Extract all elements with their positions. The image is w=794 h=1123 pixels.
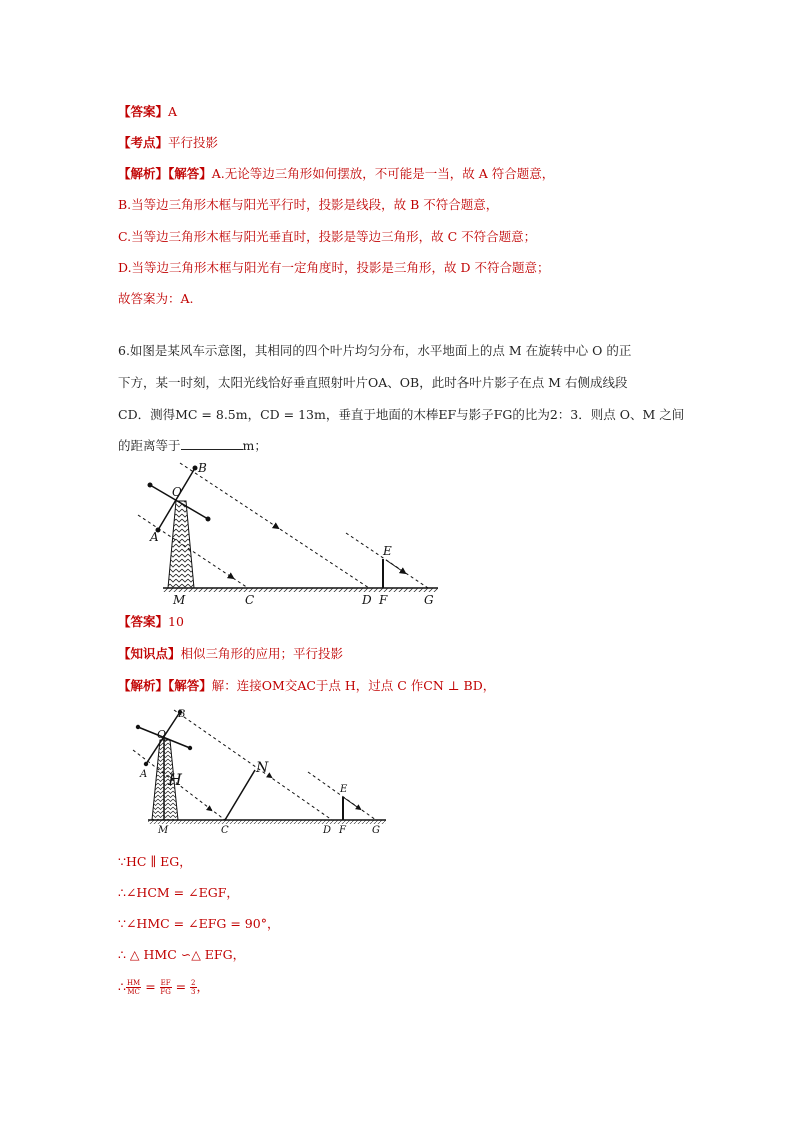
q5-point-line xyxy=(118,134,218,152)
analysis-text: A.无论等边三角形如何摆放，不可能是一当，故 A 符合题意， xyxy=(211,166,555,181)
q6-stem-line2: 下方，某一时刻，太阳光线恰好垂直照射叶片OA、OB，此时各叶片影子在点 M 右侧成线段 xyxy=(118,375,628,390)
analysis-tag: 【解析】 xyxy=(118,678,169,693)
sun-ray-e-arrow xyxy=(386,560,405,573)
q6-stem-line1: 6.如图是某风车示意图，其相同的四个叶片均匀分布，水平地面上的点 M 在旋转中心 O 的正 xyxy=(118,343,632,358)
fraction-numerator: HM xyxy=(126,979,141,987)
blade-end-1 xyxy=(144,762,148,766)
sun-ray-b xyxy=(180,463,369,588)
blade-end-3 xyxy=(148,483,153,488)
answer-tag: 【答案】 xyxy=(118,104,169,119)
proof-step-1: ∵HC ∥ EG， xyxy=(118,854,192,869)
windmill-figure-2 xyxy=(128,702,403,837)
label-a: A xyxy=(150,530,159,544)
answer-value: 10 xyxy=(168,614,184,629)
knowledge-tag: 【知识点】 xyxy=(118,646,181,661)
label-g: G xyxy=(372,825,380,836)
fraction-numerator: 2 xyxy=(191,979,196,987)
label-f: F xyxy=(379,593,388,607)
q6-stem-line4 xyxy=(118,437,267,455)
q6-solution-intro xyxy=(118,677,495,695)
comma: ， xyxy=(196,979,210,994)
proof-step-2: ∴∠HCM = ∠EGF， xyxy=(118,885,239,900)
label-a: A xyxy=(140,769,148,780)
equals-sign: = xyxy=(141,979,160,994)
point-tag: 【考点】 xyxy=(118,135,169,150)
equals-sign: = xyxy=(171,979,191,994)
q5-analysis-line4: D.当等边三角形木框与阳光有一定角度时，投影是三角形，故 D 不符合题意； xyxy=(118,260,550,275)
label-c: C xyxy=(221,825,229,836)
sun-ray-b-arrow xyxy=(180,463,278,528)
q5-conclusion: 故答案为：A. xyxy=(118,291,194,306)
q6-stem-line3: CD．测得MC = 8.5m，CD = 13m，垂直于地面的木棒EF与影子FG的比为2：3．则点 O、M 之间 xyxy=(118,407,685,422)
label-m: M xyxy=(158,825,169,836)
blade-end-2 xyxy=(193,466,198,471)
answer-tag: 【答案】 xyxy=(118,614,169,629)
windmill-figure-1 xyxy=(128,458,458,608)
q6-answer-line xyxy=(118,613,184,631)
fraction-numerator: EF xyxy=(160,979,171,987)
label-d: D xyxy=(362,593,372,607)
sun-ray-b xyxy=(174,710,332,820)
label-e: E xyxy=(340,784,348,795)
proof-step-5 xyxy=(118,978,209,996)
label-c: C xyxy=(245,593,255,607)
blade-end-3 xyxy=(136,725,140,729)
segment-cn xyxy=(225,770,255,820)
stem-unit: m； xyxy=(242,438,267,453)
label-g: G xyxy=(424,593,434,607)
ground-hatch xyxy=(163,588,438,592)
label-f: F xyxy=(339,825,346,836)
label-n: N xyxy=(256,760,269,776)
ground-hatch xyxy=(148,820,386,824)
analysis-tag: 【解析】 xyxy=(118,166,169,181)
sun-ray-e-arrow xyxy=(343,797,360,809)
label-o: O xyxy=(172,485,182,499)
label-b: B xyxy=(178,709,186,720)
label-b: B xyxy=(198,461,207,475)
q5-analysis-line1 xyxy=(118,165,554,183)
q6-knowledge-line xyxy=(118,645,343,663)
knowledge-value: 相似三角形的应用；平行投影 xyxy=(180,646,344,661)
fraction-denominator: FG xyxy=(160,988,171,996)
blade-end-4 xyxy=(188,746,192,750)
q5-answer-line xyxy=(118,103,177,121)
solve-tag: 【解答】 xyxy=(168,166,212,181)
q5-analysis-line3: C.当等边三角形木框与阳光垂直时，投影是等边三角形，故 C 不符合题意； xyxy=(118,229,537,244)
q5-analysis-line2: B.当等边三角形木框与阳光平行时，投影是线段，故 B 不符合题意， xyxy=(118,197,499,212)
label-o: O xyxy=(157,728,167,741)
proof-step-4: ∴ △ HMC ∽△ EFG， xyxy=(118,947,246,962)
tower xyxy=(168,501,194,588)
solve-tag: 【解答】 xyxy=(168,678,212,693)
label-d: D xyxy=(323,825,332,836)
stem-text: 的距离等于 xyxy=(118,438,181,453)
answer-value: A xyxy=(168,104,178,119)
label-m: M xyxy=(173,593,186,607)
fraction-denominator: MC xyxy=(127,988,140,996)
blade-end-4 xyxy=(206,517,211,522)
point-value: 平行投影 xyxy=(168,135,219,150)
label-h: H xyxy=(168,770,182,789)
solution-intro-text: 解：连接OM交AC于点 H，过点 C 作CN ⊥ BD， xyxy=(211,678,496,693)
answer-blank xyxy=(181,437,243,450)
fraction-hm-mc xyxy=(126,979,141,996)
fraction-ef-fg xyxy=(160,979,172,996)
label-e: E xyxy=(383,544,392,558)
therefore-symbol: ∴ xyxy=(118,979,126,994)
proof-step-3: ∵∠HMC = ∠EFG = 90°， xyxy=(118,916,280,931)
fraction-denominator: 3 xyxy=(191,988,196,996)
